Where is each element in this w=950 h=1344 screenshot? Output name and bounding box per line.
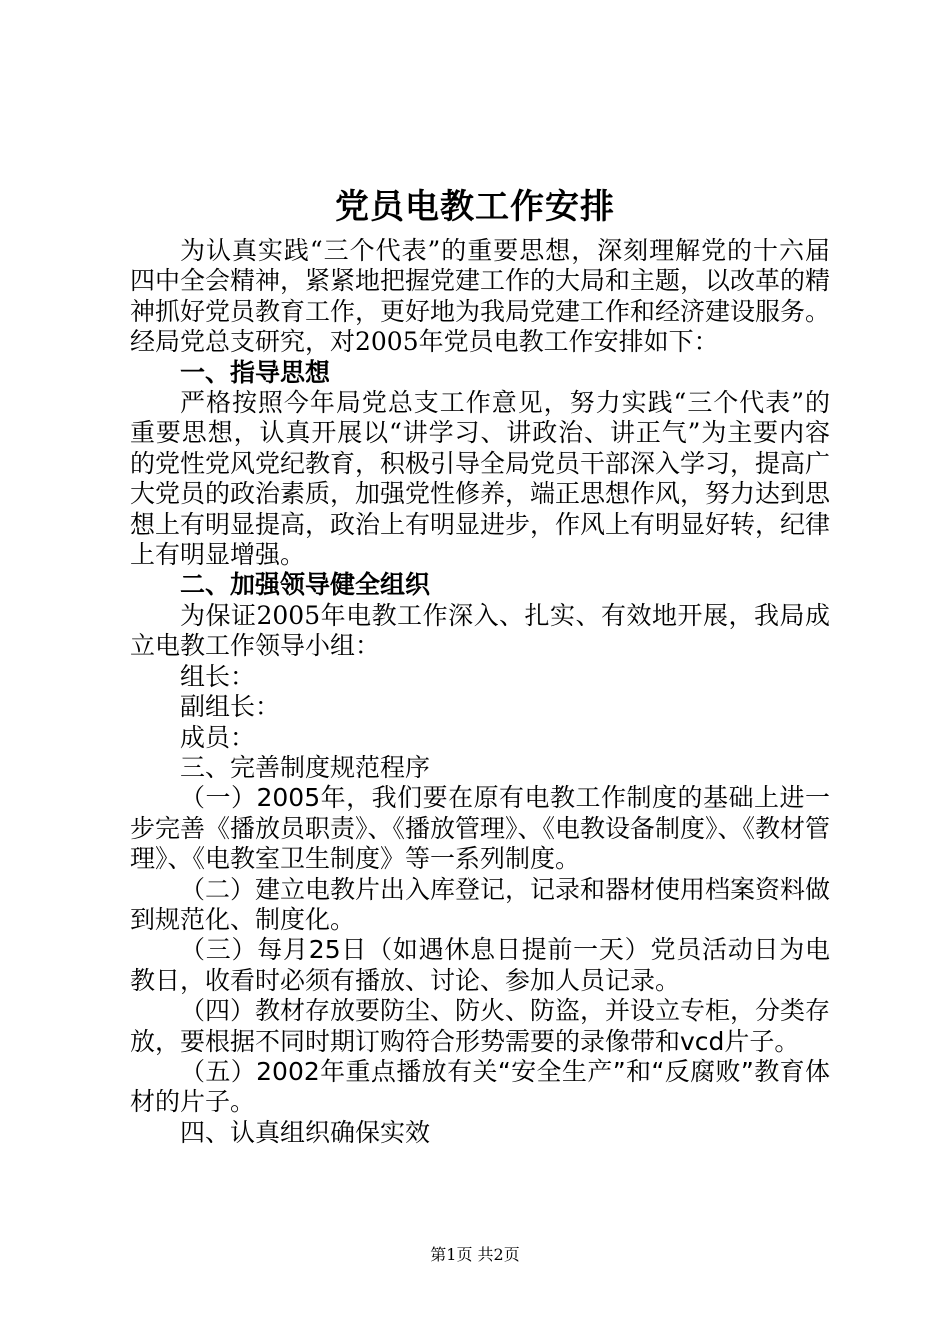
leadership-paragraph: 为保证2005年电教工作深入、扎实、有效地开展，我局成立电教工作领导小组： [130,600,830,661]
members-line: 成员： [180,722,256,752]
section-heading-implementation: 四、认真组织确保实效 [180,1117,431,1147]
system-item-5: （五）2002年重点播放有关“安全生产”和“反腐败”教育体材的片子。 [130,1056,830,1117]
document-title: 党员电教工作安排 [335,187,615,227]
section-heading-system: 三、完善制度规范程序 [180,752,431,782]
system-item-1: （一）2005年，我们要在原有电教工作制度的基础上进一步完善《播放员职责》、《播放管理》、《电教设备制度》、《教材管理》、《电教室卫生制度》等一系列制度。 [130,783,831,874]
section-heading-guiding-ideology: 一、指导思想 [180,357,331,387]
guiding-ideology-paragraph: 严格按照今年局党总支工作意见，努力实践“三个代表”的重要思想，认真开展以“讲学习、讲政治、讲正气”为主要内容的党性党风党纪教育，积极引导全局党员干部深入学习，提高广大党员的政治素质，加强党性修养，端正思想作风，努力达到思想上有明显提高，政治上有明显进步，作风上有明显好转，纪律上有明显增强。 [130,388,831,570]
intro-paragraph: 为认真实践“三个代表”的重要思想，深刻理解党的十六届四中全会精神，紧紧地把握党建工作的大局和主题，以改革的精神抓好党员教育工作，更好地为我局党建工作和经济建设服务。经局党总支研究，对2005年党员电教工作安排如下： [130,236,831,357]
system-item-4: （四）教材存放要防尘、防火、防盗，并设立专柜，分类存放，要根据不同时期订购符合形势需要的录像带和vcd片子。 [130,996,831,1056]
page-footer: 第1页 共2页 [430,1245,520,1264]
system-item-2: （二）建立电教片出入库登记，记录和器材使用档案资料做到规范化、制度化。 [130,874,831,934]
system-item-3: （三）每月25日（如遇休息日提前一天）党员活动日为电教日，收看时必须有播放、讨论、参加人员记录。 [130,935,830,995]
deputy-leader-line: 副组长： [180,692,281,722]
document-body [130,236,830,1148]
group-leader-line: 组长： [180,661,256,691]
section-heading-leadership: 二、加强领导健全组织 [180,570,431,600]
